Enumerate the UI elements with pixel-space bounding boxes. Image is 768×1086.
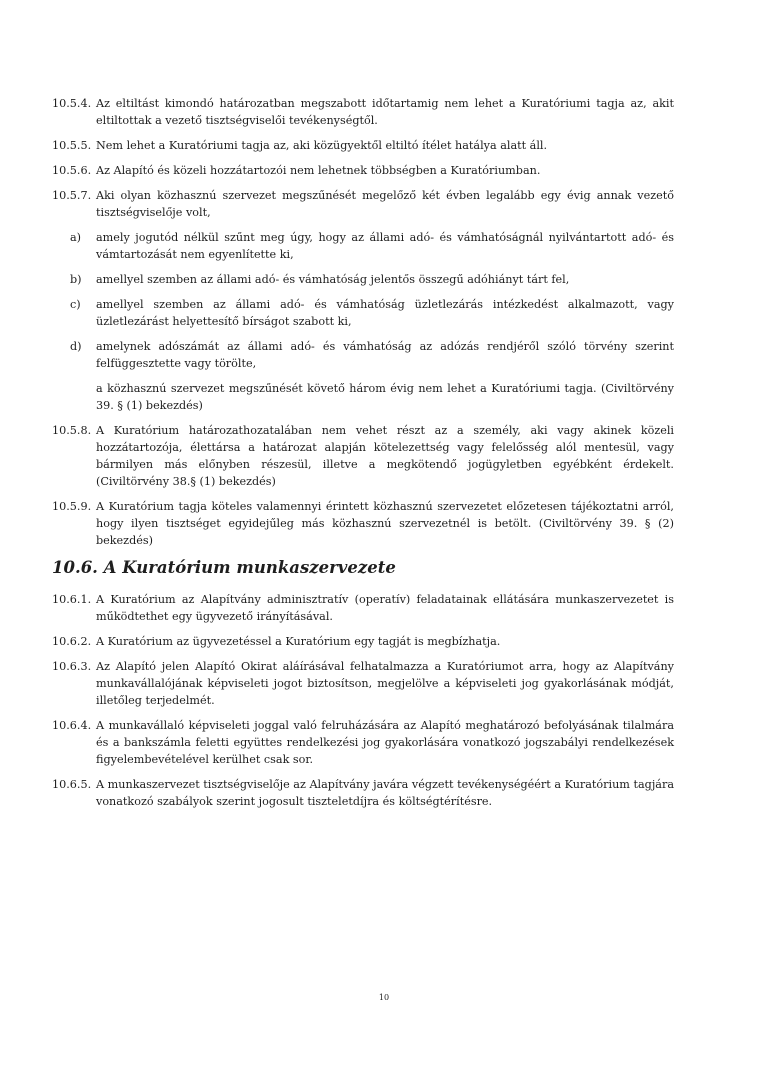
sub-clause-letter: c) — [70, 298, 81, 311]
clause-number: 10.6.3. — [52, 660, 92, 673]
sub-clause-item — [52, 338, 674, 372]
sub-clause-text: amely jogutód nélkül szűnt meg úgy, hogy az állami adó- és vámhatóságnál nyilvántartott adó- és vámtartozását nem egyenlítette ki, — [96, 231, 674, 261]
sub-clause-text: amellyel szemben az állami adó- és vámhatóság üzletlezárás intézkedést alkalmazott, vagy üzletlezárást helyettesítő bírságot szabott ki, — [96, 298, 674, 328]
numbered-list — [52, 422, 674, 549]
clause-text: Az Alapító jelen Alapító Okirat aláírásával felhatalmazza a Kuratóriumot arra, hogy az Alapítvány munkavállalójának képviseleti jogot biztosítson, megjelölve a képviseleti jog gyakorlásának módját, illetőleg terjedelmét. — [96, 660, 674, 707]
clause-item — [52, 717, 674, 768]
clause-item — [52, 658, 674, 709]
clause-text: Nem lehet a Kuratóriumi tagja az, aki közügyektől eltiltó ítélet hatálya alatt áll. — [96, 139, 548, 152]
clause-text: A munkavállaló képviseleti joggal való felruházására az Alapító meghatározó befolyásának tilalmára és a bankszámla feletti együttes rendelkezési jog gyakorlására vonatkozó jogszabályi rendelkezések figyelembevételével kerülhet csak sor. — [96, 719, 674, 766]
clause-item — [52, 95, 674, 129]
clause-number: 10.6.5. — [52, 778, 92, 791]
clause-number: 10.6.2. — [52, 635, 92, 648]
document-body — [52, 95, 674, 818]
clause-item — [52, 776, 674, 810]
sub-clause-item — [52, 296, 674, 330]
clause-text: Aki olyan közhasznú szervezet megszűnését megelőző két évben legalább egy évig annak vezető tisztségviselője volt, — [96, 189, 674, 219]
clause-number: 10.5.5. — [52, 139, 92, 152]
clause-number: 10.6.1. — [52, 593, 92, 606]
numbered-list — [52, 95, 674, 221]
clause-number: 10.6.4. — [52, 719, 92, 732]
clause-text: A Kuratórium tagja köteles valamennyi érintett közhasznú szervezetet előzetesen tájékoztatni arról, hogy ilyen tisztséget egyidejűleg más közhasznú szervezetnél is betölt. (Civiltörvény 39. § (2) bekezdés) — [96, 500, 674, 547]
sub-clause-text: amelynek adószámát az állami adó- és vámhatóság az adózás rendjéről szóló törvény szerint felfüggesztette vagy törölte, — [96, 340, 674, 370]
clause-number: 10.5.9. — [52, 500, 92, 513]
continuation-paragraph: a közhasznú szervezet megszűnését követő három évig nem lehet a Kuratóriumi tagja. (Civiltörvény 39. § (1) bekezdés) — [96, 382, 674, 412]
sub-clause-letter: d) — [70, 340, 82, 353]
section-heading: 10.6. A Kuratórium munkaszervezete — [52, 558, 396, 577]
clause-text: A munkaszervezet tisztségviselője az Alapítvány javára végzett tevékenységéért a Kuratórium tagjára vonatkozó szabályok szerint jogosult tiszteletdíjra és költségtérítésre. — [96, 778, 674, 808]
sub-clause-letter: a) — [70, 231, 82, 244]
clause-number: 10.5.7. — [52, 189, 92, 202]
clause-text: Az Alapító és közeli hozzátartozói nem lehetnek többségben a Kuratóriumban. — [96, 164, 541, 177]
numbered-list — [52, 591, 674, 810]
clause-number: 10.5.6. — [52, 164, 92, 177]
clause-item — [52, 633, 674, 650]
clause-text: A Kuratórium határozathozatalában nem vehet részt az a személy, aki vagy akinek közeli hozzátartozója, élettársa a határozat alapján kötelezettség vagy felelősség alól mentesül, vagy bármilyen más előnyben részesül, illetve a megkötendő jogügyletben egyébként érdekelt. (Civiltörvény 38.§ (1) bekezdés) — [96, 424, 674, 488]
sub-clause-text: amellyel szemben az állami adó- és vámhatóság jelentős összegű adóhiányt tárt fel, — [96, 273, 570, 286]
clause-item — [52, 498, 674, 549]
page-number: 10 — [378, 993, 390, 1002]
clause-number: 10.5.4. — [52, 97, 92, 110]
sub-clause-item — [52, 271, 674, 288]
clause-item — [52, 162, 674, 179]
clause-text: A Kuratórium az ügyvezetéssel a Kuratórium egy tagját is megbízhatja. — [96, 635, 501, 648]
clause-text: Az eltiltást kimondó határozatban megszabott időtartamig nem lehet a Kuratóriumi tagja az, akit eltiltottak a vezető tisztségviselői tevékenységtől. — [96, 97, 674, 127]
lettered-list — [52, 229, 674, 372]
sub-clause-letter: b) — [70, 273, 82, 286]
clause-item — [52, 591, 674, 625]
clause-text: A Kuratórium az Alapítvány adminisztratív (operatív) feladatainak ellátására munkaszervezetet is működtethet egy ügyvezető irányításával. — [96, 593, 674, 623]
clause-item — [52, 422, 674, 490]
sub-clause-item — [52, 229, 674, 263]
clause-item — [52, 187, 674, 221]
clause-number: 10.5.8. — [52, 424, 92, 437]
clause-item — [52, 137, 674, 154]
